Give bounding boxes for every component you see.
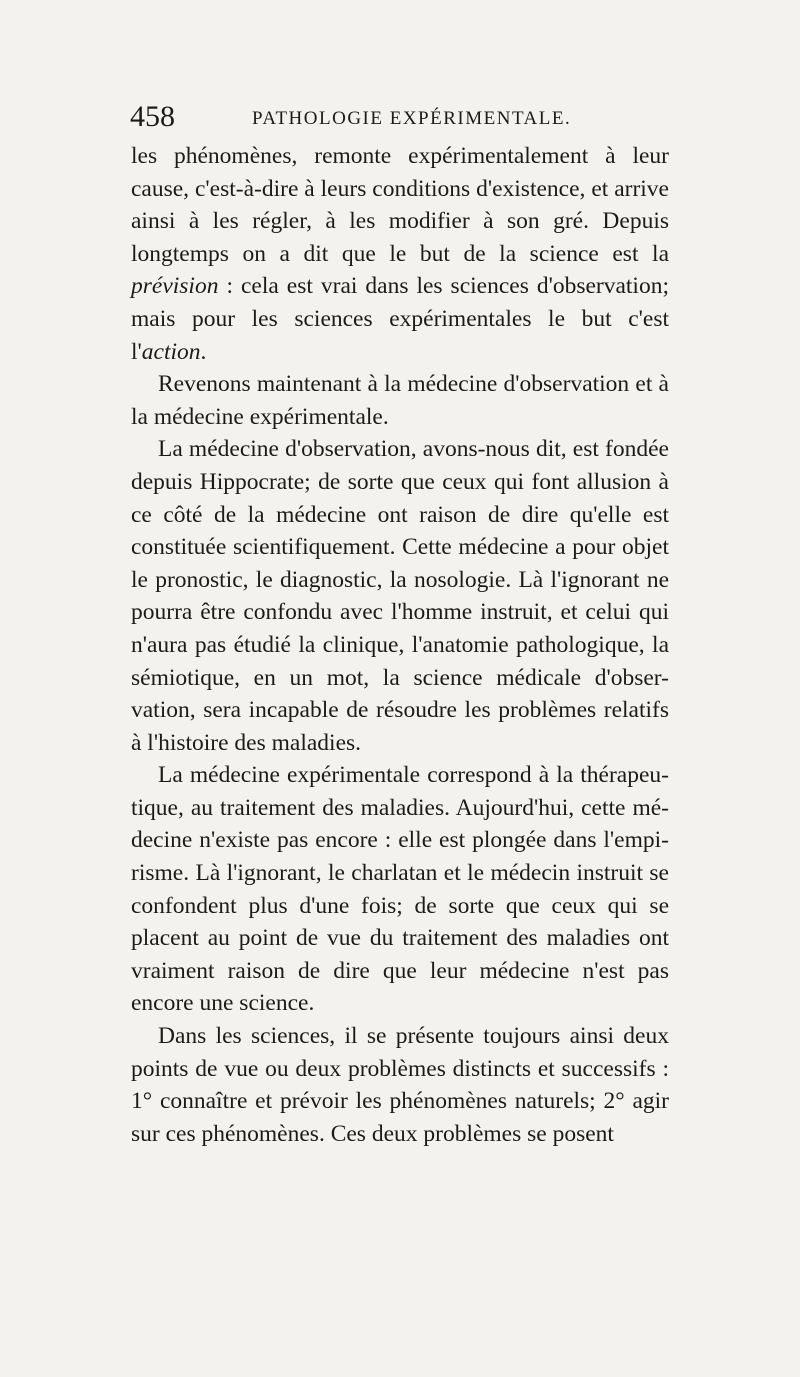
emphasis-prevision: prévision xyxy=(131,273,219,300)
page-header xyxy=(130,100,665,134)
paragraph-3: La médecine d'observation, avons-nous dit, est fondée depuis Hippocrate; de sorte que ceux qui font allusion à ce côté de la médecine ont raison de dire qu'elle est constituée scientifiquement. Cette médecine a pour objet le pronostic, le diagnostic, la nosologie. Là l'ignorant ne pourra être confondu avec l'homme instruit, et celui qui n'aura pas étudié la clinique, l'anatomie pathologique, la sémiotique, en un mot, la science médicale d'obser-vation, sera incapable de résoudre les problèmes relatifs à l'histoire des maladies. xyxy=(131,436,669,756)
body-text xyxy=(131,140,669,1150)
paragraph-1-end: . xyxy=(200,338,207,365)
paragraph-1-start: les phénomènes, remonte expérimentalement à leur cause, c'est-à-dire à leurs conditions d'existence, et arrive ainsi à les régler, à les modifier à son gré. Depuis longtemps on a dit que le but de la science est la xyxy=(131,143,669,267)
paragraph-4: La médecine expérimentale correspond à la thérapeu-tique, au traitement des maladies. Aujourd'hui, cette mé-decine n'existe pas encore : elle est plongée dans l'empi-risme. Là l'ignorant, le charlatan et le médecin instruit se confondent plus d'une fois; de sorte que ceux qui se placent au point de vue du traitement des maladies ont vraiment raison de dire que leur médecine n'est pas encore une science. xyxy=(131,762,669,1017)
paragraph-2: Revenons maintenant à la médecine d'observation et à la médecine expérimentale. xyxy=(131,371,669,430)
paragraph-1-middle: : cela est vrai dans les sciences d'observation; mais pour les sciences expérimentales le but c'est l' xyxy=(131,273,669,365)
emphasis-action: action xyxy=(141,338,201,365)
running-head: PATHOLOGIE EXPÉRIMENTALE. xyxy=(252,108,572,129)
paragraph-1 xyxy=(131,140,669,368)
paragraph-5: Dans les sciences, il se présente toujours ainsi deux points de vue ou deux problèmes distincts et successifs : 1° connaître et prévoir les phénomènes naturels; 2° agir sur ces phénomènes. Ces deux problèmes se posent xyxy=(131,1023,669,1147)
page-number: 458 xyxy=(130,100,175,133)
